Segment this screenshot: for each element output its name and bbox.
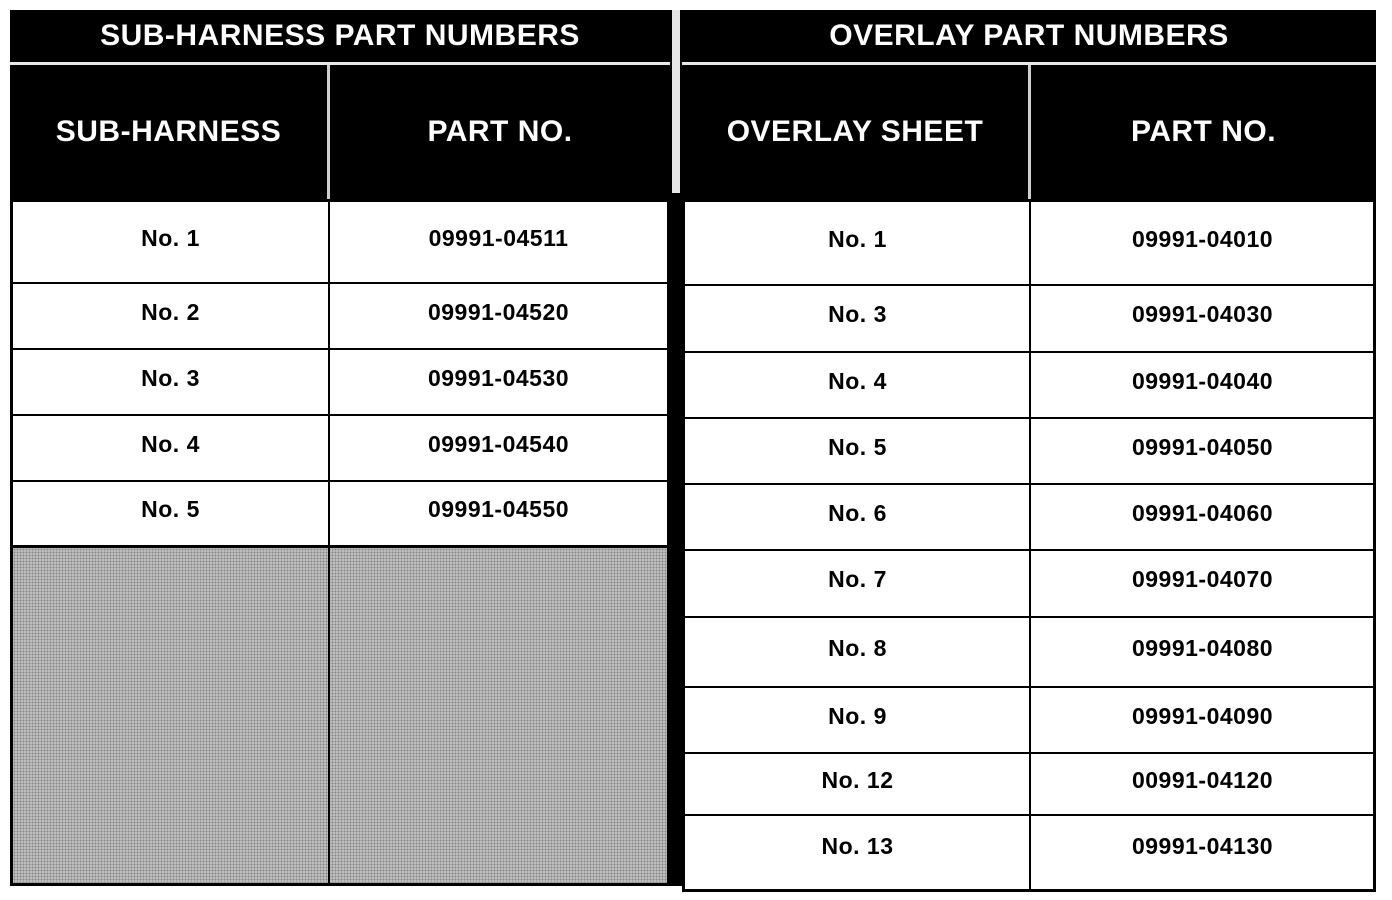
part-number-cell: 09991-04540 [427,430,570,457]
overlay-sheet-cell: No. 7 [828,566,887,592]
overlay-part-col-header: PART NO. [1031,65,1376,199]
overlay-sheet-cell: No. 1 [828,225,887,252]
part-number-cell: 09991-04050 [1131,433,1274,460]
overlay-sheet-cell: No. 4 [828,367,887,394]
part-number-cell: 09991-04060 [1131,499,1274,526]
part-number-cell: 09991-04511 [428,224,569,251]
gutter-highlight [672,10,680,193]
sub-harness-cell: No. 1 [141,224,200,251]
column-divider [1029,202,1031,889]
table-row [13,284,667,350]
sub-harness-cell: No. 3 [141,364,200,391]
overlay-table-title: OVERLAY PART NUMBERS [682,10,1376,65]
overlay-sheet-col-header: OVERLAY SHEET [682,65,1028,199]
table-row [13,202,667,284]
sub-harness-col-header: SUB-HARNESS [10,65,327,199]
part-number-cell: 09991-04070 [1131,566,1274,592]
sub-harness-cell: No. 2 [141,298,200,325]
part-number-cell: 09991-04550 [427,496,570,522]
overlay-sheet-cell: No. 6 [828,499,887,526]
overlay-sheet-cell: No. 9 [828,702,887,729]
part-number-cell: 09991-04530 [427,364,570,391]
overlay-sheet-cell: No. 8 [828,634,887,661]
sub-harness-table-body [10,199,670,886]
part-number-cell: 09991-04030 [1131,301,1274,327]
overlay-table-body [682,199,1376,892]
part-number-cell: 09991-04080 [1131,634,1274,661]
overlay-table [682,10,1376,892]
part-number-cell: 09991-04040 [1131,367,1274,394]
sub-harness-part-col-header: PART NO. [330,65,670,199]
sub-harness-table-title: SUB-HARNESS PART NUMBERS [10,10,670,65]
table-row [13,416,667,482]
empty-shaded-area [13,548,667,883]
part-number-cell: 09991-04090 [1131,702,1274,729]
part-number-cell: 00991-04120 [1131,766,1274,793]
overlay-sheet-cell: No. 3 [828,301,887,327]
sub-harness-table [10,10,670,886]
overlay-sheet-cell: No. 12 [821,766,894,793]
table-row [13,350,667,416]
overlay-sheet-cell: No. 13 [821,833,894,859]
part-number-cell: 09991-04130 [1131,833,1274,859]
overlay-sheet-cell: No. 5 [828,433,887,460]
part-number-cell: 09991-04010 [1131,225,1274,252]
column-divider [328,202,330,883]
sub-harness-cell: No. 4 [141,430,200,457]
table-row [13,482,667,548]
part-number-cell: 09991-04520 [427,298,570,325]
sub-harness-cell: No. 5 [141,496,200,522]
